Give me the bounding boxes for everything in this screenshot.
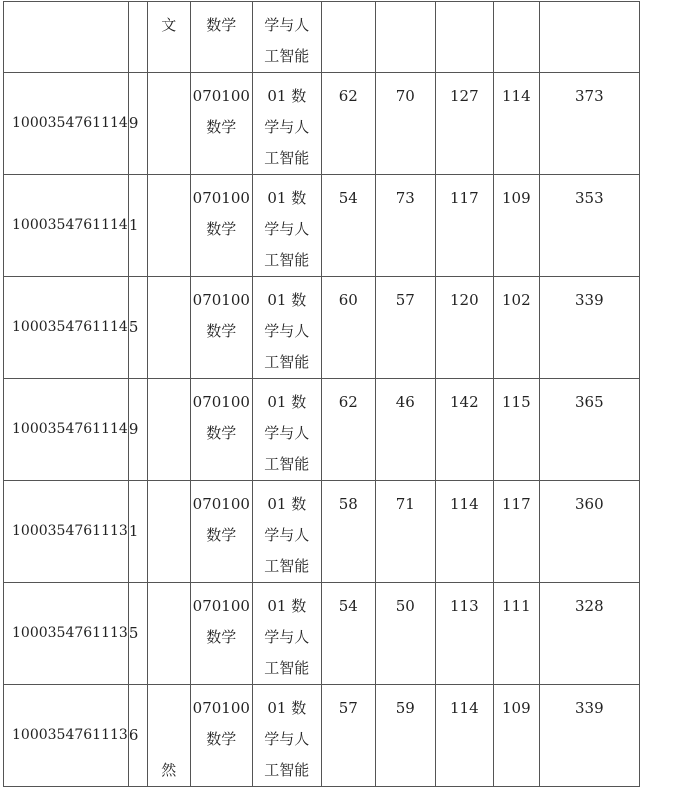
score-value: 54 bbox=[338, 189, 358, 207]
major-name: 数学 bbox=[206, 526, 237, 544]
fragment-cell bbox=[147, 583, 190, 685]
last-row-fragment: 然 bbox=[161, 761, 177, 779]
table-row bbox=[4, 73, 640, 175]
direction-line: 工智能 bbox=[264, 455, 310, 473]
id-cell bbox=[4, 2, 129, 73]
major-cell bbox=[190, 583, 252, 685]
id-cell bbox=[4, 481, 129, 583]
total-score: 339 bbox=[574, 699, 604, 717]
score-value: 57 bbox=[395, 291, 415, 309]
score-value: 109 bbox=[501, 699, 531, 717]
score-value: 114 bbox=[501, 87, 531, 105]
score-value: 46 bbox=[395, 393, 415, 411]
fragment-cell bbox=[147, 481, 190, 583]
major-code: 070100 bbox=[192, 393, 250, 411]
direction-line: 工智能 bbox=[264, 149, 310, 167]
score-value: 50 bbox=[395, 597, 415, 615]
table-row bbox=[4, 277, 640, 379]
total-cell bbox=[539, 2, 639, 73]
score-value: 142 bbox=[449, 393, 479, 411]
candidate-id: 100035476111 bbox=[12, 115, 119, 131]
total-score: 339 bbox=[574, 291, 604, 309]
table-row bbox=[4, 379, 640, 481]
score-cell bbox=[375, 277, 435, 379]
major-cell bbox=[190, 175, 252, 277]
fragment-cell bbox=[147, 277, 190, 379]
table-row bbox=[4, 685, 640, 787]
direction-cell bbox=[252, 175, 321, 277]
score-cell bbox=[321, 73, 375, 175]
id-cell bbox=[4, 583, 129, 685]
table-row bbox=[4, 2, 640, 73]
major-cell bbox=[190, 2, 252, 73]
total-score: 365 bbox=[574, 393, 604, 411]
direction-line: 01 数 bbox=[267, 87, 307, 105]
table-row bbox=[4, 481, 640, 583]
score-value: 117 bbox=[449, 189, 479, 207]
candidate-id: 100035476111 bbox=[12, 727, 119, 743]
major-cell bbox=[190, 379, 252, 481]
score-cell bbox=[321, 379, 375, 481]
major-name: 数学 bbox=[206, 322, 237, 340]
index-cell bbox=[128, 481, 147, 583]
direction-line: 学与人 bbox=[264, 526, 310, 544]
candidate-id: 100035476111 bbox=[12, 217, 119, 233]
direction-line: 工智能 bbox=[264, 47, 310, 65]
direction-line: 工智能 bbox=[264, 251, 310, 269]
major-name: 数学 bbox=[206, 628, 237, 646]
index-cell bbox=[128, 277, 147, 379]
score-cell bbox=[435, 277, 493, 379]
fragment-cell bbox=[147, 175, 190, 277]
score-value: 102 bbox=[501, 291, 531, 309]
candidate-id: 100035476111 bbox=[12, 319, 119, 335]
row-index: 5 bbox=[128, 624, 139, 642]
score-cell bbox=[375, 379, 435, 481]
major-name: 数学 bbox=[206, 220, 237, 238]
direction-cell bbox=[252, 583, 321, 685]
direction-cell bbox=[252, 379, 321, 481]
total-score: 353 bbox=[574, 189, 604, 207]
score-value: 120 bbox=[449, 291, 479, 309]
direction-line: 01 数 bbox=[267, 393, 307, 411]
score-cell bbox=[375, 583, 435, 685]
score-cell bbox=[493, 277, 539, 379]
row-index: 6 bbox=[128, 726, 139, 744]
score-cell bbox=[321, 175, 375, 277]
score-cell bbox=[375, 481, 435, 583]
score-value: 117 bbox=[501, 495, 531, 513]
row-index: 9 bbox=[128, 420, 139, 438]
major-code: 070100 bbox=[192, 189, 250, 207]
candidate-id-tail: 3 bbox=[118, 625, 128, 641]
id-cell bbox=[4, 277, 129, 379]
index-cell bbox=[128, 685, 147, 787]
score-cell bbox=[493, 481, 539, 583]
direction-cell bbox=[252, 481, 321, 583]
score-cell bbox=[435, 175, 493, 277]
candidate-id-tail: 4 bbox=[118, 319, 128, 335]
score-cell bbox=[375, 73, 435, 175]
score-value: 127 bbox=[449, 87, 479, 105]
major-code: 070100 bbox=[192, 495, 250, 513]
candidate-id-tail: 4 bbox=[118, 115, 128, 131]
header-fragment: 文 bbox=[161, 16, 177, 34]
index-cell bbox=[128, 2, 147, 73]
row-index: 5 bbox=[128, 318, 139, 336]
direction-cell bbox=[252, 277, 321, 379]
score-value: 60 bbox=[338, 291, 358, 309]
id-cell bbox=[4, 73, 129, 175]
score-cell bbox=[375, 2, 435, 73]
direction-line: 学与人 bbox=[264, 322, 310, 340]
score-cell bbox=[493, 685, 539, 787]
score-cell bbox=[435, 583, 493, 685]
score-cell bbox=[321, 583, 375, 685]
score-cell bbox=[493, 379, 539, 481]
major-code: 070100 bbox=[192, 291, 250, 309]
total-cell bbox=[539, 175, 639, 277]
score-cell bbox=[375, 175, 435, 277]
direction-line: 学与人 bbox=[264, 118, 310, 136]
major-cell bbox=[190, 481, 252, 583]
direction-line: 01 数 bbox=[267, 597, 307, 615]
candidate-id-tail: 3 bbox=[118, 523, 128, 539]
major-cell bbox=[190, 73, 252, 175]
score-cell bbox=[321, 481, 375, 583]
score-table bbox=[3, 1, 640, 787]
score-value: 57 bbox=[338, 699, 358, 717]
direction-line: 工智能 bbox=[264, 659, 310, 677]
score-value: 58 bbox=[338, 495, 358, 513]
score-value: 62 bbox=[338, 87, 358, 105]
score-value: 59 bbox=[395, 699, 415, 717]
total-cell bbox=[539, 379, 639, 481]
score-cell bbox=[321, 685, 375, 787]
score-cell bbox=[435, 73, 493, 175]
direction-line: 学与人 bbox=[264, 220, 310, 238]
score-value: 114 bbox=[449, 699, 479, 717]
total-cell bbox=[539, 277, 639, 379]
major-cell bbox=[190, 685, 252, 787]
score-value: 113 bbox=[449, 597, 479, 615]
score-value: 114 bbox=[449, 495, 479, 513]
score-value: 70 bbox=[395, 87, 415, 105]
direction-line: 工智能 bbox=[264, 761, 310, 779]
direction-line: 学与人 bbox=[264, 730, 310, 748]
total-cell bbox=[539, 481, 639, 583]
score-cell bbox=[375, 685, 435, 787]
candidate-id-tail: 4 bbox=[118, 421, 128, 437]
score-cell bbox=[435, 2, 493, 73]
score-cell bbox=[493, 583, 539, 685]
total-cell bbox=[539, 73, 639, 175]
direction-line: 01 数 bbox=[267, 699, 307, 717]
id-cell bbox=[4, 685, 129, 787]
major-code: 070100 bbox=[192, 597, 250, 615]
direction-line: 01 数 bbox=[267, 189, 307, 207]
major-code: 070100 bbox=[192, 87, 250, 105]
candidate-id: 100035476111 bbox=[12, 421, 119, 437]
major-name: 数学 bbox=[206, 118, 237, 136]
total-cell bbox=[539, 685, 639, 787]
fragment-cell bbox=[147, 379, 190, 481]
total-cell bbox=[539, 583, 639, 685]
index-cell bbox=[128, 175, 147, 277]
score-value: 109 bbox=[501, 189, 531, 207]
score-value: 111 bbox=[501, 597, 531, 615]
direction-line: 01 数 bbox=[267, 495, 307, 513]
score-cell bbox=[321, 277, 375, 379]
total-score: 373 bbox=[574, 87, 604, 105]
score-cell bbox=[321, 2, 375, 73]
score-value: 54 bbox=[338, 597, 358, 615]
major-code: 070100 bbox=[192, 699, 250, 717]
major-name: 数学 bbox=[206, 424, 237, 442]
direction-cell bbox=[252, 73, 321, 175]
score-value: 73 bbox=[395, 189, 415, 207]
score-cell bbox=[493, 2, 539, 73]
candidate-id: 100035476111 bbox=[12, 625, 119, 641]
candidate-id-tail: 3 bbox=[118, 727, 128, 743]
fragment-cell bbox=[147, 73, 190, 175]
total-score: 328 bbox=[574, 597, 604, 615]
index-cell bbox=[128, 583, 147, 685]
major-name: 数学 bbox=[206, 730, 237, 748]
direction-line: 工智能 bbox=[264, 557, 310, 575]
row-index: 1 bbox=[128, 216, 139, 234]
index-cell bbox=[128, 379, 147, 481]
major-label: 数学 bbox=[206, 16, 237, 34]
score-value: 62 bbox=[338, 393, 358, 411]
fragment-cell bbox=[147, 2, 190, 73]
score-value: 115 bbox=[501, 393, 531, 411]
direction-line: 学与人 bbox=[264, 16, 310, 34]
fragment-cell bbox=[147, 685, 190, 787]
score-cell bbox=[493, 73, 539, 175]
row-index: 1 bbox=[128, 522, 139, 540]
table-row bbox=[4, 583, 640, 685]
major-cell bbox=[190, 277, 252, 379]
candidate-id: 100035476111 bbox=[12, 523, 119, 539]
direction-line: 学与人 bbox=[264, 424, 310, 442]
score-cell bbox=[493, 175, 539, 277]
score-value: 71 bbox=[395, 495, 415, 513]
total-score: 360 bbox=[574, 495, 604, 513]
score-cell bbox=[435, 685, 493, 787]
id-cell bbox=[4, 379, 129, 481]
direction-cell bbox=[252, 2, 321, 73]
row-index: 9 bbox=[128, 114, 139, 132]
direction-line: 01 数 bbox=[267, 291, 307, 309]
score-cell bbox=[435, 481, 493, 583]
direction-line: 学与人 bbox=[264, 628, 310, 646]
candidate-id-tail: 4 bbox=[118, 217, 128, 233]
direction-cell bbox=[252, 685, 321, 787]
id-cell bbox=[4, 175, 129, 277]
index-cell bbox=[128, 73, 147, 175]
direction-line: 工智能 bbox=[264, 353, 310, 371]
score-cell bbox=[435, 379, 493, 481]
table-row bbox=[4, 175, 640, 277]
